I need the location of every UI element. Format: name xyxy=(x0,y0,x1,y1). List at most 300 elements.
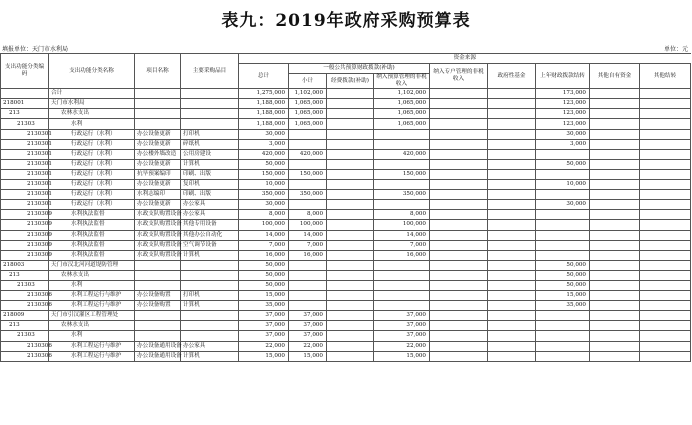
cell-operating xyxy=(327,139,374,149)
cell-carryover: 50,000 xyxy=(536,260,590,270)
cell-total: 150,000 xyxy=(239,169,289,179)
cell-operating xyxy=(327,220,374,230)
cell-carryover xyxy=(536,341,590,351)
cell-item: 办公家具 xyxy=(181,200,239,210)
cell-carryover xyxy=(536,210,590,220)
cell-name: 行政运行（水利） xyxy=(49,129,135,139)
cell-carryover: 123,000 xyxy=(536,109,590,119)
cell-subtotal: 37,000 xyxy=(289,331,327,341)
cell-govfund xyxy=(488,109,536,119)
cell-carryover xyxy=(536,190,590,200)
cell-special xyxy=(430,280,488,290)
cell-item: 印刷、出版 xyxy=(181,190,239,200)
cell-code: 2130306 xyxy=(1,301,49,311)
cell-code: 2130309 xyxy=(1,230,49,240)
cell-other xyxy=(640,311,691,321)
cell-other xyxy=(640,331,691,341)
cell-special xyxy=(430,190,488,200)
cell-subtotal: 37,000 xyxy=(289,311,327,321)
cell-other xyxy=(640,220,691,230)
header-govfund: 政府性基金 xyxy=(488,64,536,89)
cell-total: 50,000 xyxy=(239,270,289,280)
cell-project xyxy=(135,260,181,270)
cell-name: 合计 xyxy=(49,89,135,99)
cell-name: 水利执法监督 xyxy=(49,230,135,240)
cell-own xyxy=(590,210,640,220)
cell-other xyxy=(640,301,691,311)
cell-project: 办公楼外墙改造 xyxy=(135,149,181,159)
cell-item xyxy=(181,89,239,99)
cell-own xyxy=(590,119,640,129)
table-row xyxy=(1,149,691,159)
cell-item xyxy=(181,99,239,109)
cell-subtotal xyxy=(289,260,327,270)
cell-project: 办公设备更新 xyxy=(135,180,181,190)
cell-own xyxy=(590,220,640,230)
table-row xyxy=(1,109,691,119)
cell-special xyxy=(430,180,488,190)
cell-other xyxy=(640,129,691,139)
page-title: 表九：2019年政府采购预算表 xyxy=(221,11,471,31)
cell-project: 办公设备购置 xyxy=(135,301,181,311)
cell-project: 水政支队购置设备 xyxy=(135,250,181,260)
cell-total: 7,000 xyxy=(239,240,289,250)
cell-name: 行政运行（水利） xyxy=(49,169,135,179)
cell-carryover xyxy=(536,311,590,321)
header-own: 其他自有资金 xyxy=(590,64,640,89)
cell-code: 2130309 xyxy=(1,220,49,230)
table-row xyxy=(1,311,691,321)
cell-included: 1,102,000 xyxy=(374,89,430,99)
cell-name: 农林水支出 xyxy=(49,321,135,331)
cell-included: 37,000 xyxy=(374,311,430,321)
table-row xyxy=(1,119,691,129)
cell-name: 行政运行（水利） xyxy=(49,180,135,190)
cell-project: 水政支队购置设备 xyxy=(135,230,181,240)
table-row xyxy=(1,351,691,361)
cell-subtotal: 420,000 xyxy=(289,149,327,159)
cell-name: 天门市水利局 xyxy=(49,99,135,109)
cell-project xyxy=(135,270,181,280)
cell-govfund xyxy=(488,250,536,260)
cell-other xyxy=(640,99,691,109)
cell-included xyxy=(374,129,430,139)
cell-project xyxy=(135,280,181,290)
cell-subtotal xyxy=(289,301,327,311)
cell-carryover: 30,000 xyxy=(536,200,590,210)
header-item: 主要采购品目 xyxy=(181,54,239,89)
cell-included: 150,000 xyxy=(374,169,430,179)
cell-carryover: 10,000 xyxy=(536,180,590,190)
header-name: 支出功能分类名称 xyxy=(49,54,135,89)
cell-included: 14,000 xyxy=(374,230,430,240)
cell-name: 行政运行（水利） xyxy=(49,159,135,169)
cell-included: 22,000 xyxy=(374,341,430,351)
cell-project: 办公设备更新 xyxy=(135,139,181,149)
cell-total: 1,188,000 xyxy=(239,99,289,109)
cell-item xyxy=(181,109,239,119)
cell-item: 其他办公自动化 xyxy=(181,230,239,240)
cell-own xyxy=(590,291,640,301)
cell-total: 350,000 xyxy=(239,190,289,200)
cell-own xyxy=(590,190,640,200)
cell-special xyxy=(430,331,488,341)
cell-code: 218003 xyxy=(1,260,49,270)
cell-total: 1,188,000 xyxy=(239,119,289,129)
cell-item: 打印机 xyxy=(181,129,239,139)
cell-operating xyxy=(327,159,374,169)
cell-included: 15,000 xyxy=(374,351,430,361)
cell-code: 2130306 xyxy=(1,341,49,351)
cell-code: 2130301 xyxy=(1,139,49,149)
cell-item: 印刷、出版 xyxy=(181,169,239,179)
table-row xyxy=(1,89,691,99)
cell-operating xyxy=(327,200,374,210)
cell-project xyxy=(135,99,181,109)
cell-project xyxy=(135,109,181,119)
cell-total: 37,000 xyxy=(239,331,289,341)
header-code: 支出功能分类编码 xyxy=(1,54,49,89)
reporting-unit: 填报单位：天门市水利局 xyxy=(2,46,69,53)
cell-other xyxy=(640,169,691,179)
cell-total: 35,000 xyxy=(239,301,289,311)
cell-own xyxy=(590,180,640,190)
cell-included xyxy=(374,139,430,149)
cell-included xyxy=(374,159,430,169)
cell-operating xyxy=(327,109,374,119)
cell-special xyxy=(430,200,488,210)
cell-project: 水利志编印 xyxy=(135,190,181,200)
cell-special xyxy=(430,159,488,169)
cell-code: 2130301 xyxy=(1,159,49,169)
cell-included: 100,000 xyxy=(374,220,430,230)
cell-total: 50,000 xyxy=(239,159,289,169)
cell-carryover: 173,000 xyxy=(536,89,590,99)
cell-code: 213 xyxy=(1,270,49,280)
table-row xyxy=(1,240,691,250)
cell-carryover: 50,000 xyxy=(536,280,590,290)
cell-special xyxy=(430,149,488,159)
cell-govfund xyxy=(488,159,536,169)
cell-included: 350,000 xyxy=(374,190,430,200)
cell-item: 复印机 xyxy=(181,180,239,190)
cell-project: 办公设备更新 xyxy=(135,159,181,169)
cell-subtotal: 150,000 xyxy=(289,169,327,179)
cell-item xyxy=(181,260,239,270)
cell-own xyxy=(590,240,640,250)
cell-total: 50,000 xyxy=(239,260,289,270)
cell-name: 行政运行（水利） xyxy=(49,200,135,210)
cell-special xyxy=(430,270,488,280)
cell-special xyxy=(430,291,488,301)
cell-name: 水利 xyxy=(49,119,135,129)
table-row xyxy=(1,301,691,311)
cell-operating xyxy=(327,99,374,109)
cell-carryover xyxy=(536,149,590,159)
cell-other xyxy=(640,149,691,159)
cell-item: 办公家具 xyxy=(181,341,239,351)
cell-included: 37,000 xyxy=(374,331,430,341)
cell-total: 15,000 xyxy=(239,351,289,361)
cell-carryover: 35,000 xyxy=(536,301,590,311)
table-row xyxy=(1,169,691,179)
cell-own xyxy=(590,321,640,331)
cell-operating xyxy=(327,169,374,179)
cell-special xyxy=(430,301,488,311)
cell-own xyxy=(590,280,640,290)
cell-carryover xyxy=(536,169,590,179)
header-funds: 资金来源 xyxy=(239,54,691,64)
cell-project: 办公设备通用设备 xyxy=(135,351,181,361)
cell-carryover xyxy=(536,240,590,250)
cell-govfund xyxy=(488,341,536,351)
cell-other xyxy=(640,139,691,149)
cell-subtotal xyxy=(289,139,327,149)
cell-code: 2130301 xyxy=(1,200,49,210)
cell-subtotal: 1,102,000 xyxy=(289,89,327,99)
cell-other xyxy=(640,280,691,290)
cell-project: 办公设备通用设备 xyxy=(135,341,181,351)
cell-code: 21303 xyxy=(1,331,49,341)
cell-own xyxy=(590,169,640,179)
cell-other xyxy=(640,351,691,361)
cell-included: 7,000 xyxy=(374,240,430,250)
cell-included: 1,065,000 xyxy=(374,99,430,109)
cell-subtotal xyxy=(289,270,327,280)
cell-govfund xyxy=(488,351,536,361)
cell-project xyxy=(135,311,181,321)
cell-subtotal xyxy=(289,291,327,301)
cell-total: 30,000 xyxy=(239,129,289,139)
header-general: 一般公共预算财政拨款(补助) xyxy=(289,64,430,74)
table-row xyxy=(1,291,691,301)
table-row xyxy=(1,139,691,149)
cell-other xyxy=(640,180,691,190)
table-row xyxy=(1,280,691,290)
cell-item: 碎纸机 xyxy=(181,139,239,149)
cell-total: 10,000 xyxy=(239,180,289,190)
cell-subtotal: 22,000 xyxy=(289,341,327,351)
header-special: 纳入专户管理的非税收入 xyxy=(430,64,488,89)
table-row xyxy=(1,180,691,190)
table-row xyxy=(1,99,691,109)
table-row xyxy=(1,190,691,200)
cell-own xyxy=(590,270,640,280)
cell-code xyxy=(1,89,49,99)
cell-other xyxy=(640,210,691,220)
cell-carryover xyxy=(536,321,590,331)
cell-govfund xyxy=(488,240,536,250)
cell-item: 打印机 xyxy=(181,291,239,301)
table-row xyxy=(1,341,691,351)
cell-carryover: 123,000 xyxy=(536,119,590,129)
cell-other xyxy=(640,270,691,280)
cell-project: 水政支队购置设备 xyxy=(135,210,181,220)
cell-govfund xyxy=(488,220,536,230)
cell-other xyxy=(640,260,691,270)
cell-item xyxy=(181,280,239,290)
cell-code: 2130301 xyxy=(1,149,49,159)
cell-operating xyxy=(327,210,374,220)
cell-operating xyxy=(327,291,374,301)
cell-carryover: 50,000 xyxy=(536,270,590,280)
cell-subtotal: 16,000 xyxy=(289,250,327,260)
cell-own xyxy=(590,351,640,361)
cell-other xyxy=(640,321,691,331)
cell-code: 218009 xyxy=(1,311,49,321)
cell-included xyxy=(374,301,430,311)
cell-operating xyxy=(327,240,374,250)
cell-govfund xyxy=(488,139,536,149)
cell-operating xyxy=(327,250,374,260)
cell-govfund xyxy=(488,321,536,331)
cell-subtotal xyxy=(289,280,327,290)
cell-govfund xyxy=(488,230,536,240)
cell-carryover: 50,000 xyxy=(536,159,590,169)
cell-other xyxy=(640,200,691,210)
cell-carryover: 30,000 xyxy=(536,129,590,139)
cell-code: 2130309 xyxy=(1,240,49,250)
table-row xyxy=(1,159,691,169)
cell-name: 行政运行（水利） xyxy=(49,139,135,149)
cell-name: 天门市汉北河河道堤防管理 xyxy=(49,260,135,270)
cell-subtotal xyxy=(289,180,327,190)
cell-own xyxy=(590,301,640,311)
cell-name: 农林水支出 xyxy=(49,109,135,119)
header-operating: 经费拨款(补助) xyxy=(327,74,374,89)
cell-other xyxy=(640,89,691,99)
cell-special xyxy=(430,109,488,119)
cell-included xyxy=(374,280,430,290)
cell-code: 21303 xyxy=(1,280,49,290)
cell-govfund xyxy=(488,180,536,190)
cell-item: 计算机 xyxy=(181,159,239,169)
cell-subtotal xyxy=(289,129,327,139)
cell-operating xyxy=(327,280,374,290)
cell-other xyxy=(640,240,691,250)
cell-operating xyxy=(327,230,374,240)
cell-operating xyxy=(327,149,374,159)
cell-operating xyxy=(327,270,374,280)
table-row xyxy=(1,200,691,210)
cell-name: 水利执法监督 xyxy=(49,250,135,260)
cell-own xyxy=(590,230,640,240)
cell-operating xyxy=(327,321,374,331)
cell-subtotal: 8,000 xyxy=(289,210,327,220)
cell-govfund xyxy=(488,270,536,280)
currency-unit: 单位：元 xyxy=(663,46,688,53)
cell-govfund xyxy=(488,291,536,301)
cell-included xyxy=(374,260,430,270)
cell-item xyxy=(181,311,239,321)
cell-other xyxy=(640,341,691,351)
cell-project: 办公设备更新 xyxy=(135,129,181,139)
cell-own xyxy=(590,159,640,169)
cell-name: 水利执法监督 xyxy=(49,240,135,250)
cell-total: 16,000 xyxy=(239,250,289,260)
cell-item: 空气调节设备 xyxy=(181,240,239,250)
table-row xyxy=(1,210,691,220)
cell-other xyxy=(640,190,691,200)
cell-own xyxy=(590,109,640,119)
cell-item: 公用房建设 xyxy=(181,149,239,159)
cell-govfund xyxy=(488,280,536,290)
cell-own xyxy=(590,139,640,149)
cell-subtotal: 1,065,000 xyxy=(289,99,327,109)
cell-project: 水政支队购置设备 xyxy=(135,240,181,250)
cell-name: 水利工程运行与维护 xyxy=(49,301,135,311)
cell-govfund xyxy=(488,190,536,200)
cell-carryover: 3,000 xyxy=(536,139,590,149)
cell-subtotal: 1,065,000 xyxy=(289,109,327,119)
cell-operating xyxy=(327,89,374,99)
cell-total: 1,188,000 xyxy=(239,109,289,119)
cell-name: 水利工程运行与维护 xyxy=(49,291,135,301)
cell-other xyxy=(640,159,691,169)
cell-special xyxy=(430,99,488,109)
cell-subtotal: 14,000 xyxy=(289,230,327,240)
procurement-budget-table xyxy=(0,53,691,362)
cell-govfund xyxy=(488,301,536,311)
header-subtotal: 小计 xyxy=(289,74,327,89)
cell-special xyxy=(430,351,488,361)
cell-code: 2130301 xyxy=(1,169,49,179)
cell-project xyxy=(135,89,181,99)
header-other: 其他结转 xyxy=(640,64,691,89)
cell-code: 2130309 xyxy=(1,210,49,220)
cell-operating xyxy=(327,260,374,270)
cell-total: 1,275,000 xyxy=(239,89,289,99)
cell-name: 水利 xyxy=(49,331,135,341)
cell-govfund xyxy=(488,119,536,129)
table-row xyxy=(1,220,691,230)
table-body xyxy=(1,89,691,362)
cell-total: 3,000 xyxy=(239,139,289,149)
cell-operating xyxy=(327,351,374,361)
header-carryover: 上年财政拨款结转 xyxy=(536,64,590,89)
cell-own xyxy=(590,149,640,159)
cell-carryover: 15,000 xyxy=(536,291,590,301)
cell-own xyxy=(590,260,640,270)
cell-other xyxy=(640,250,691,260)
cell-total: 37,000 xyxy=(239,321,289,331)
cell-name: 行政运行（水利） xyxy=(49,149,135,159)
cell-own xyxy=(590,99,640,109)
cell-included: 37,000 xyxy=(374,321,430,331)
header-total: 总计 xyxy=(239,64,289,89)
cell-name: 水利工程运行与维护 xyxy=(49,351,135,361)
cell-special xyxy=(430,250,488,260)
cell-subtotal: 37,000 xyxy=(289,321,327,331)
cell-special xyxy=(430,230,488,240)
cell-own xyxy=(590,89,640,99)
cell-code: 2130309 xyxy=(1,250,49,260)
cell-total: 30,000 xyxy=(239,200,289,210)
cell-other xyxy=(640,230,691,240)
cell-item: 计算机 xyxy=(181,250,239,260)
cell-subtotal: 100,000 xyxy=(289,220,327,230)
cell-project: 办公设备更新 xyxy=(135,200,181,210)
cell-project xyxy=(135,321,181,331)
header-included: 纳入预算管理的非税收入 xyxy=(374,74,430,89)
cell-subtotal: 15,000 xyxy=(289,351,327,361)
cell-code: 2130301 xyxy=(1,129,49,139)
cell-own xyxy=(590,311,640,321)
cell-govfund xyxy=(488,210,536,220)
cell-name: 水利工程运行与维护 xyxy=(49,341,135,351)
cell-carryover: 123,000 xyxy=(536,99,590,109)
cell-operating xyxy=(327,331,374,341)
